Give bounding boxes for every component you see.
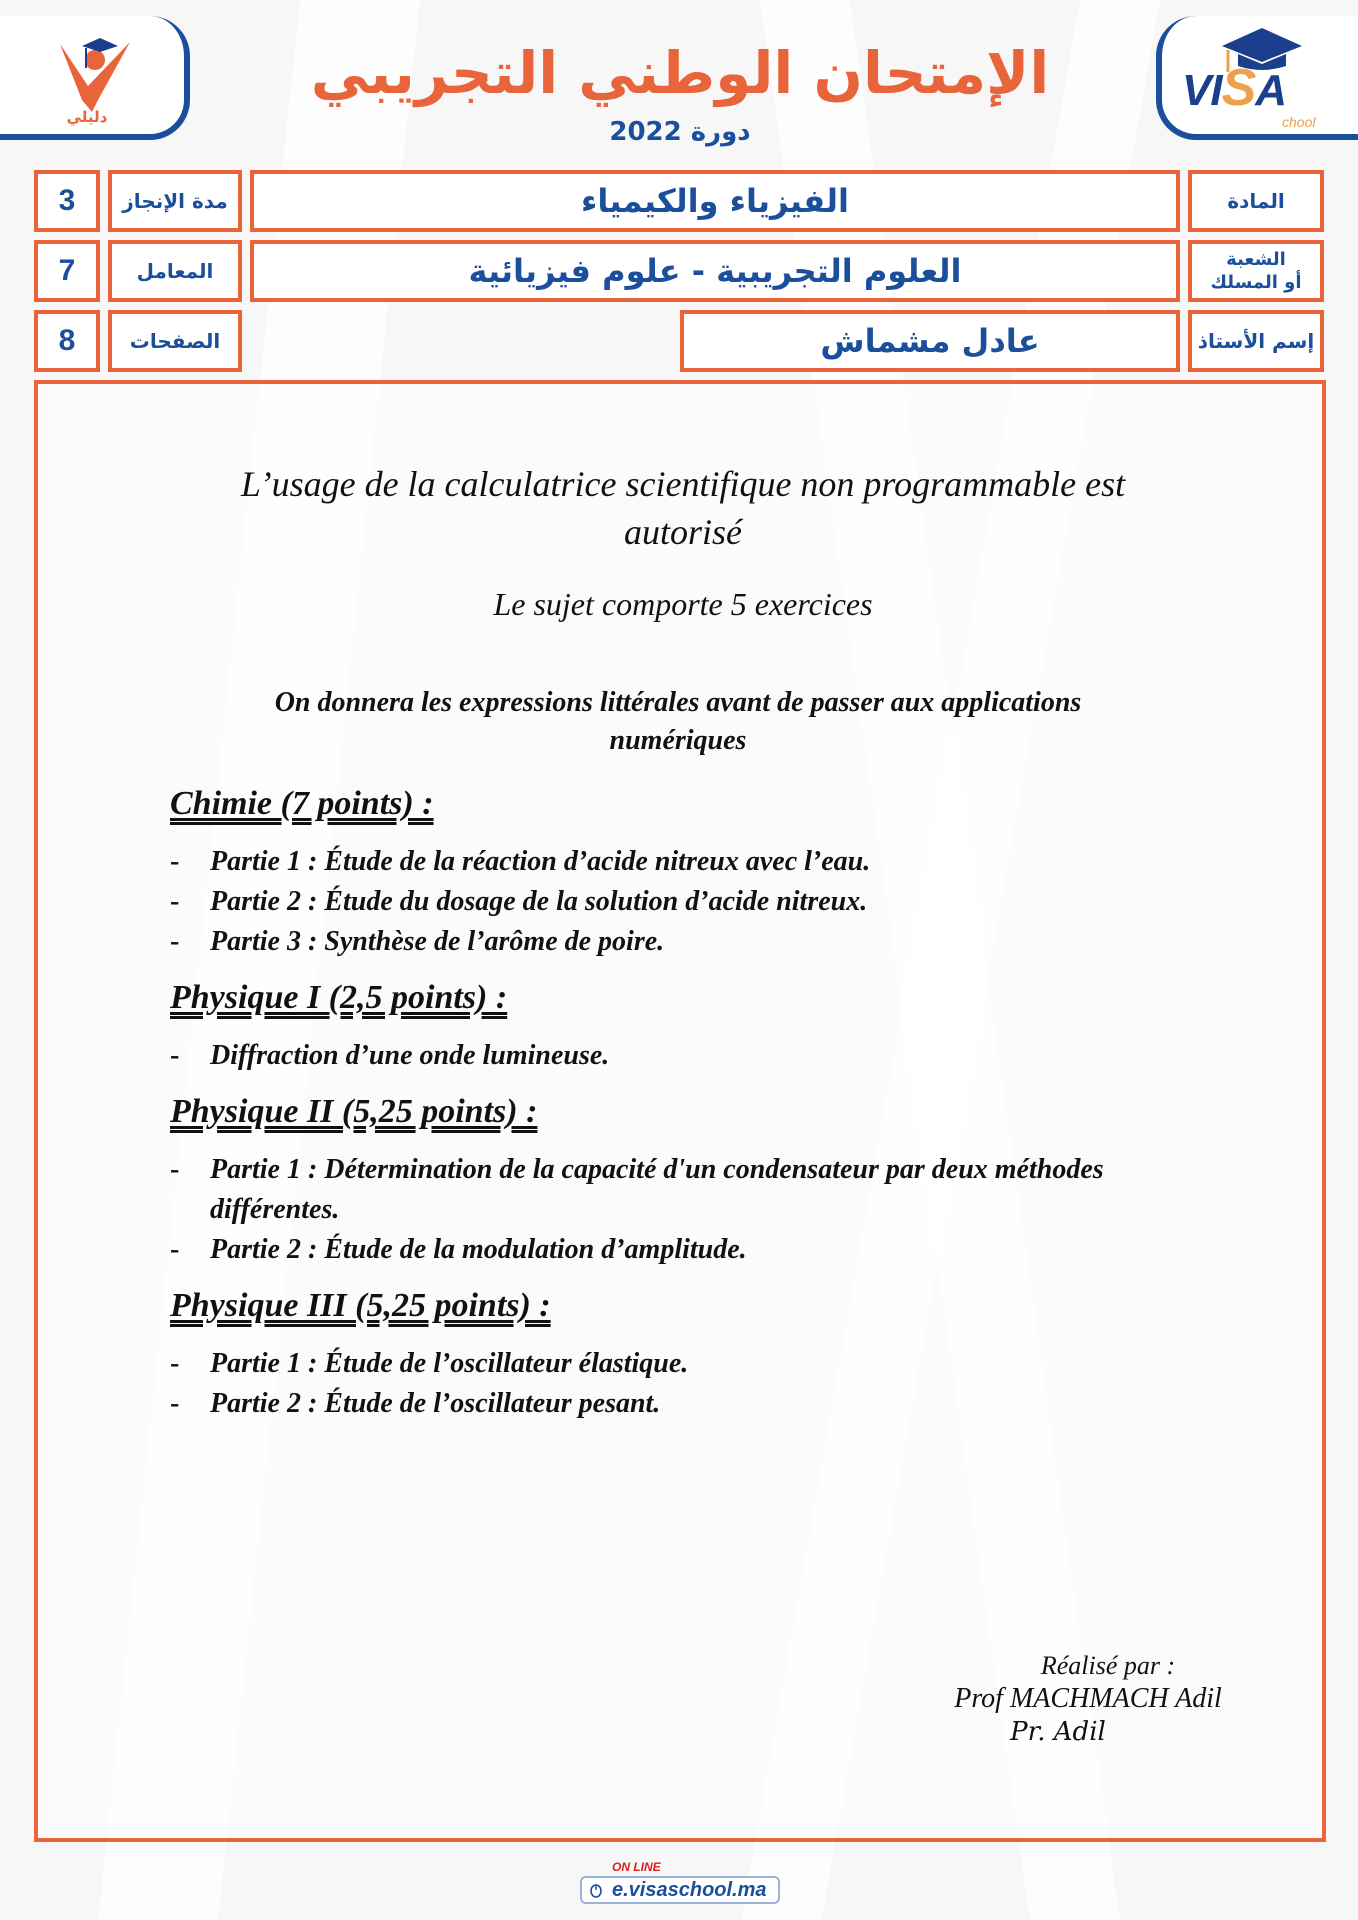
exam-sections [170,782,1130,1424]
branch-value-box [250,240,1180,302]
teacher-value: عادل مشماش [820,322,1040,360]
section-chimie [170,782,1130,962]
subject-value-box [250,170,1180,232]
branch-value: العلوم التجريبية - علوم فيزيائية [468,252,962,290]
item-text: Partie 1 : Étude de l’oscillateur élastique. [210,1348,689,1379]
online-label: ON LINE [612,1860,661,1874]
visa-letter-v: V [1182,66,1211,115]
footer-website[interactable] [580,1860,790,1906]
teacher-value-box [680,310,1180,372]
pages-value-box [34,310,100,372]
teacher-label: إسم الأستاذ [1197,329,1315,353]
instruction-text: On donnera les expressions littérales avant de passer aux applications numériques [274,687,1082,756]
visa-letter-i: I [1210,66,1222,115]
list-item [170,882,1130,922]
subject-count: Le sujet comporte 5 exercices [493,586,873,622]
branch-label-box [1188,240,1324,302]
item-text: Partie 2 : Étude du dosage de la solution d’acide nitreux. [210,886,868,917]
bullet-dash: - [170,886,180,917]
duration-label-box [108,170,242,232]
bullet-dash: - [170,1348,180,1379]
signature-block [918,1650,1258,1748]
item-text: Partie 1 : Détermination de la capacité d'un condensateur par deux méthodes différentes. [210,1154,1104,1225]
visa-brand-text [1182,60,1286,119]
pages-value: 8 [58,324,76,357]
pages-label-box [108,310,242,372]
handwritten-signature: Pr. Adil [1010,1717,1106,1747]
bullet-dash: - [170,1154,180,1185]
exam-title: الإمتحان الوطني التجريبي [310,39,1050,107]
branch-label-line2: أو المسلك [1210,272,1302,293]
bullet-dash: - [170,846,180,877]
coefficient-label-box [108,240,242,302]
item-text: Diffraction d’une onde lumineuse. [210,1040,610,1071]
visa-school-logo [1156,16,1358,140]
section-items [170,1150,1130,1270]
visa-letter-s: S [1221,59,1256,117]
section-title: Physique III (5,25 points) : [170,1287,551,1324]
coefficient-value: 7 [58,254,76,287]
website-url[interactable]: e.visaschool.ma [612,1879,767,1901]
bullet-dash: - [170,1388,180,1419]
item-text: Partie 2 : Étude de la modulation d’amplitude. [210,1234,747,1265]
visa-letter-a: A [1255,66,1287,115]
duration-label: مدة الإنجاز [122,189,228,213]
dalili-brand-text: دليلي [66,108,108,126]
item-text: Partie 2 : Étude de l’oscillateur pesant. [210,1388,661,1419]
coefficient-value-box [34,240,100,302]
website-link[interactable] [580,1876,780,1904]
signature-label: Réalisé par : [1040,1651,1176,1680]
section-items [170,842,1130,962]
list-item [170,1384,1130,1424]
duration-value: 3 [58,184,76,217]
section-title: Chimie (7 points) : [170,785,434,822]
bullet-dash: - [170,1234,180,1265]
bullet-dash: - [170,926,180,957]
coefficient-label: المعامل [136,259,214,283]
exam-content-frame [34,380,1326,1842]
subject-label-box [1188,170,1324,232]
dalili-logo [0,16,190,140]
subject-value: الفيزياء والكيمياء [581,182,849,220]
item-text: Partie 3 : Synthèse de l’arôme de poire. [210,926,665,957]
section-items [170,1344,1130,1424]
duration-value-box [34,170,100,232]
section-physique-1 [170,976,1130,1076]
item-text: Partie 1 : Étude de la réaction d’acide nitreux avec l’eau. [210,846,871,877]
visa-school-suffix: chool [1282,114,1316,130]
signature-name: Prof MACHMACH Adil [954,1683,1222,1714]
list-item [170,922,1130,962]
branch-label-line1: الشعبة [1226,249,1286,270]
exam-session: دورة 2022 [609,117,751,147]
subject-label: المادة [1227,189,1285,213]
mouse-icon [588,1882,604,1898]
list-item [170,1036,1130,1076]
pages-label: الصفحات [129,329,221,353]
list-item [170,1150,1130,1230]
list-item [170,1344,1130,1384]
section-title: Physique II (5,25 points) : [170,1093,538,1130]
list-item [170,1230,1130,1270]
list-item [170,842,1130,882]
section-items [170,1036,1130,1076]
bullet-dash: - [170,1040,180,1071]
section-title: Physique I (2,5 points) : [170,979,508,1016]
graduate-v-logo-icon [0,16,184,116]
section-physique-3 [170,1284,1130,1424]
section-physique-2 [170,1090,1130,1270]
calculator-notice: L’usage de la calculatrice scientifique non programmable est autorisé [240,464,1126,552]
teacher-label-box [1188,310,1324,372]
